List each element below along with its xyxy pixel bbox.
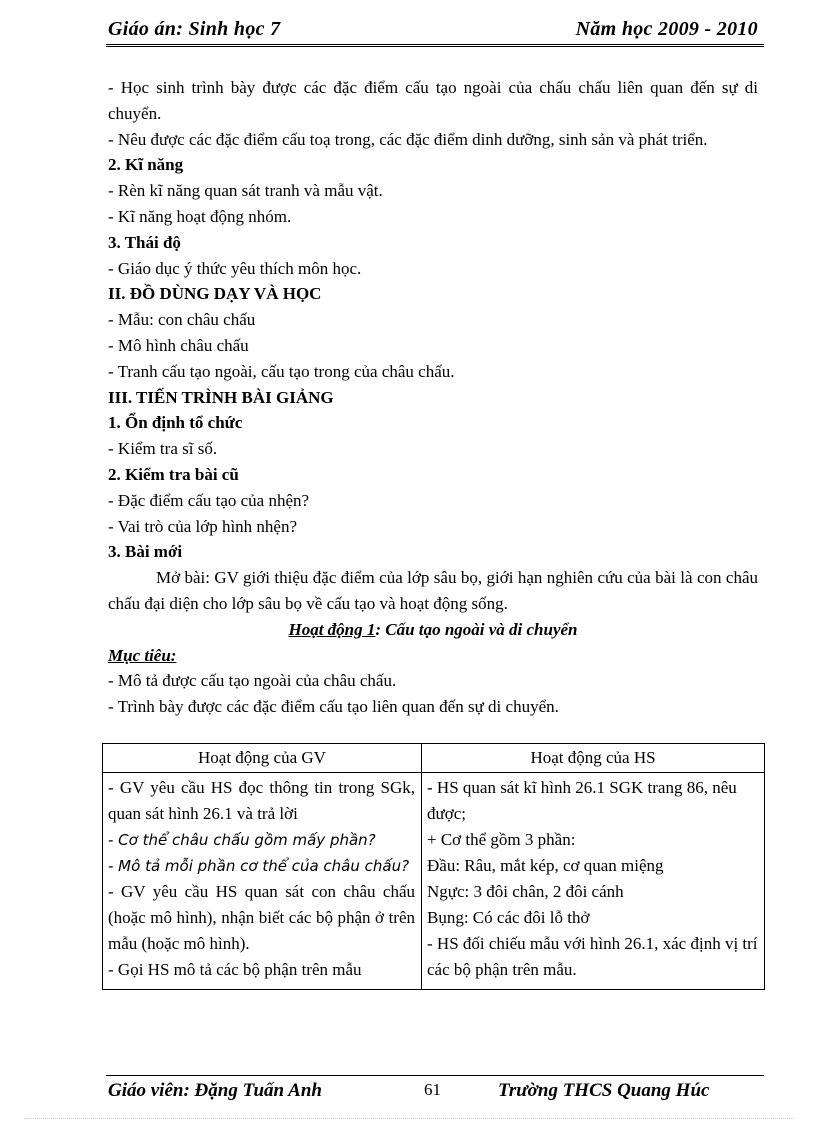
activity-name: : Cấu tạo ngoài và di chuyển xyxy=(375,619,578,639)
section-heading-new-lesson: 3. Bài mới xyxy=(108,542,183,562)
list-item: - Trình bày được các đặc điểm cấu tạo liên quan đến sự di chuyển. xyxy=(108,697,559,717)
footer-school: Trường THCS Quang Húc xyxy=(498,1080,710,1101)
page-footer xyxy=(106,1075,764,1100)
section-heading-skills: 2. Kĩ năng xyxy=(108,155,184,175)
page-header xyxy=(106,18,764,47)
activity-table xyxy=(102,743,765,990)
header-lesson-plan-title: Giáo án: Sinh học 7 xyxy=(108,18,281,40)
page-content xyxy=(108,75,758,720)
table-row xyxy=(103,773,765,990)
teacher-activities-cell xyxy=(103,773,422,990)
activity-title xyxy=(108,617,758,643)
table-cell-line: - GV yêu cầu HS đọc thông tin trong SGk, quan sát hình 26.1 và trả lời xyxy=(108,778,415,823)
section-heading-materials: II. ĐỒ DÙNG DẠY VÀ HỌC xyxy=(108,284,322,304)
list-item: - Giáo dục ý thức yêu thích môn học. xyxy=(108,258,362,278)
table-cell-line: + Cơ thể gồm 3 phần: xyxy=(427,830,576,849)
table-cell-line: - Gọi HS mô tả các bộ phận trên mẫu xyxy=(108,960,362,979)
section-heading-procedure: III. TIẾN TRÌNH BÀI GIẢNG xyxy=(108,387,334,407)
page-number: 61 xyxy=(424,1080,441,1099)
list-item: - Mô tả được cấu tạo ngoài của châu chấu. xyxy=(108,671,397,691)
header-school-year: Năm học 2009 - 2010 xyxy=(575,18,758,40)
list-item: - Kiểm tra sĩ số. xyxy=(108,439,218,459)
footer-teacher: Giáo viên: Đặng Tuấn Anh xyxy=(108,1080,322,1101)
table-cell-question: - Cơ thể châu chấu gồm mấy phần? xyxy=(108,831,376,849)
table-header-teacher: Hoạt động của GV xyxy=(103,744,422,773)
section-heading-organization: 1. Ổn định tổ chức xyxy=(108,413,243,433)
page-bottom-divider xyxy=(24,1118,794,1119)
list-item: - Mô hình châu chấu xyxy=(108,335,249,355)
paragraph: - Học sinh trình bày được các đặc điểm cấu tạo ngoài của chấu chấu liên quan đến sự di chuyển. xyxy=(108,78,758,123)
paragraph: - Nêu được các đặc điểm cấu toạ trong, các đặc điểm dinh dưỡng, sinh sản và phát triển. xyxy=(108,129,708,149)
table-cell-line: - HS quan sát kĩ hình 26.1 SGK trang 86, nêu được; xyxy=(427,778,737,823)
list-item: - Rèn kĩ năng quan sát tranh và mẫu vật. xyxy=(108,181,383,201)
table-cell-line: Ngực: 3 đôi chân, 2 đôi cánh xyxy=(427,882,624,901)
section-heading-review: 2. Kiểm tra bài cũ xyxy=(108,464,239,484)
table-header-row xyxy=(103,744,765,773)
list-item: - Vai trò của lớp hình nhện? xyxy=(108,516,298,536)
student-activities-cell xyxy=(422,773,765,990)
table-cell-question: - Mô tả mỗi phần cơ thể của châu chấu? xyxy=(108,857,410,875)
list-item: - Đặc điểm cấu tạo của nhện? xyxy=(108,490,310,510)
objectives-title: Mục tiêu: xyxy=(108,645,177,665)
list-item: - Tranh cấu tạo ngoài, cấu tạo trong của châu chấu. xyxy=(108,361,455,381)
table-cell-line: - HS đối chiếu mẫu với hình 26.1, xác định vị trí các bộ phận trên mẫu. xyxy=(427,934,758,979)
activity-label: Hoạt động 1 xyxy=(288,619,376,639)
table-cell-line: Bụng: Có các đôi lỗ thở xyxy=(427,908,590,927)
intro-paragraph: Mở bài: GV giới thiệu đặc điểm của lớp sâu bọ, giới hạn nghiên cứu của bài là con châu chấu đại diện cho lớp sâu bọ về cấu tạo và hoạt động sống. xyxy=(108,568,758,613)
section-heading-attitude: 3. Thái độ xyxy=(108,232,181,252)
list-item: - Kĩ năng hoạt động nhóm. xyxy=(108,206,292,226)
table-cell-line: Đầu: Râu, mắt kép, cơ quan miệng xyxy=(427,856,664,875)
list-item: - Mẫu: con châu chấu xyxy=(108,310,256,330)
table-cell-line: - GV yêu cầu HS quan sát con châu chấu (hoặc mô hình), nhận biết các bộ phận ở trên mẫu (hoặc mô hình). xyxy=(108,882,415,953)
table-header-student: Hoạt động của HS xyxy=(422,744,765,773)
